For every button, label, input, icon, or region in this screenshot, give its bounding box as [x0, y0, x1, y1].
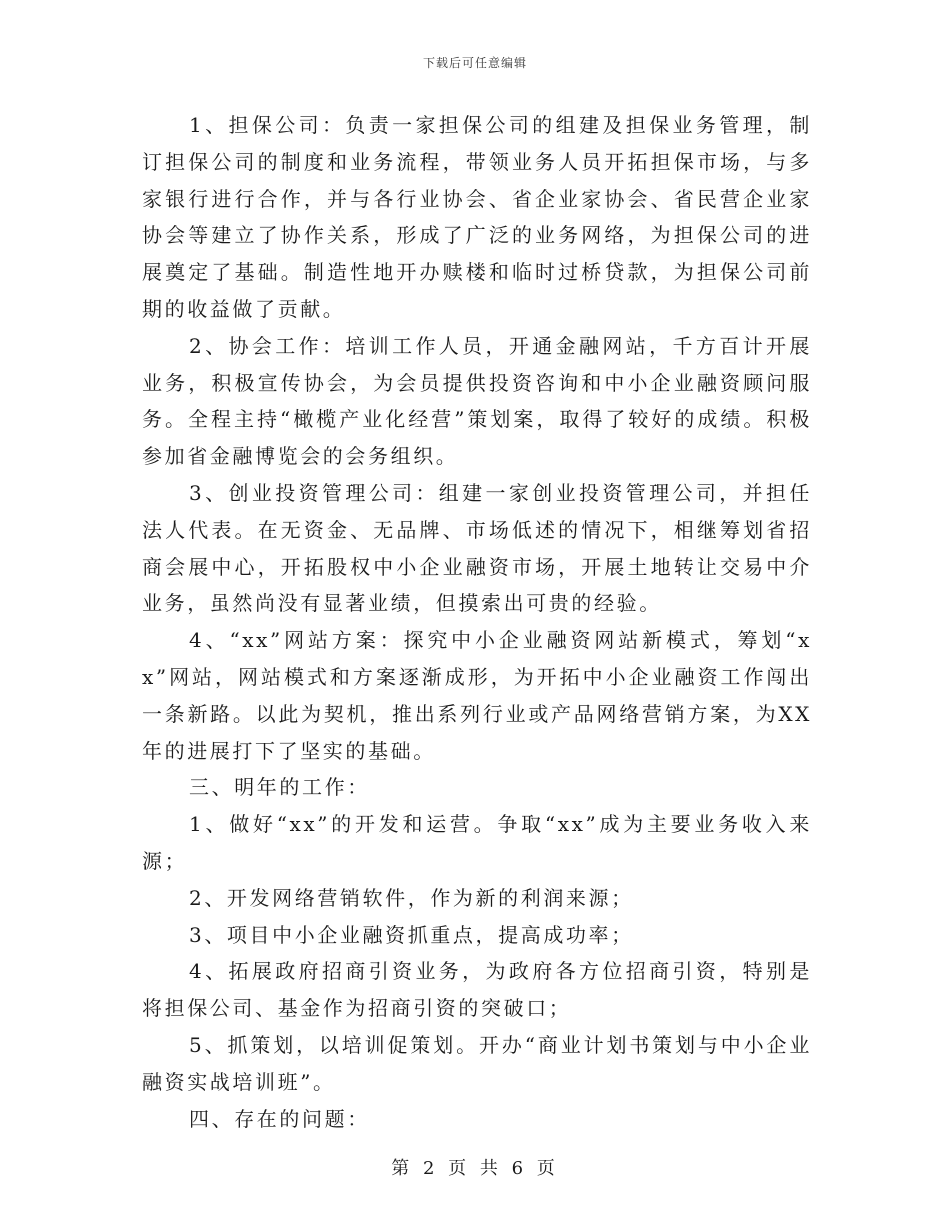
section-heading-next-year: 三、明年的工作： [189, 775, 370, 800]
document-body [142, 107, 812, 1137]
list-item-1: 1、做好“xx”的开发和运营。争取“xx”成为主要业务收入来源； [142, 812, 812, 873]
page-header-note: 下载后可任意编辑 [422, 56, 527, 70]
section-heading-problems: 四、存在的问题： [189, 1106, 370, 1131]
page-number: 第 2 页 共 6 页 [391, 1158, 559, 1179]
paragraph-website-plan: 4、“xx”网站方案：探究中小企业融资网站新模式，筹划“xx”网站，网站模式和方案逐渐成形，为开拓中小企业融资工作闯出一条新路。以此为契机，推出系列行业或产品网络营销方案，为XX年的进展打下了坚实的基础。 [142, 628, 812, 763]
paragraph-association-work: 2、协会工作：培训工作人员，开通金融网站，千方百计开展业务，积极宣传协会，为会员提供投资咨询和中小企业融资顾问服务。全程主持“橄榄产业化经营”策划案，取得了较好的成绩。积极参加省金融博览会的会务组织。 [142, 333, 812, 469]
list-item-5: 5、抓策划，以培训促策划。开办“商业计划书策划与中小企业融资实战培训班”。 [142, 1032, 812, 1094]
list-item-3: 3、项目中小企业融资抓重点，提高成功率； [189, 922, 634, 947]
paragraph-guarantee-company: 1、担保公司：负责一家担保公司的组建及担保业务管理，制订担保公司的制度和业务流程，带领业务人员开拓担保市场，与多家银行进行合作，并与各行业协会、省企业家协会、省民营企业家协会等建立了协作关系，形成了广泛的业务网络，为担保公司的进展奠定了基础。制造性地开办赎楼和临时过桥贷款，为担保公司前期的收益做了贡献。 [142, 113, 812, 321]
paragraph-venture-investment: 3、创业投资管理公司：组建一家创业投资管理公司，并担任法人代表。在无资金、无品牌、市场低述的情况下，相继筹划省招商会展中心，开拓股权中小企业融资市场，开展土地转让交易中介业务，虽然尚没有显著业绩，但摸索出可贵的经验。 [142, 480, 812, 616]
list-item-2: 2、开发网络营销软件，作为新的利润来源； [189, 885, 634, 910]
list-item-4: 4、拓展政府招商引资业务，为政府各方位招商引资，特别是将担保公司、基金作为招商引资的突破口； [142, 959, 812, 1021]
